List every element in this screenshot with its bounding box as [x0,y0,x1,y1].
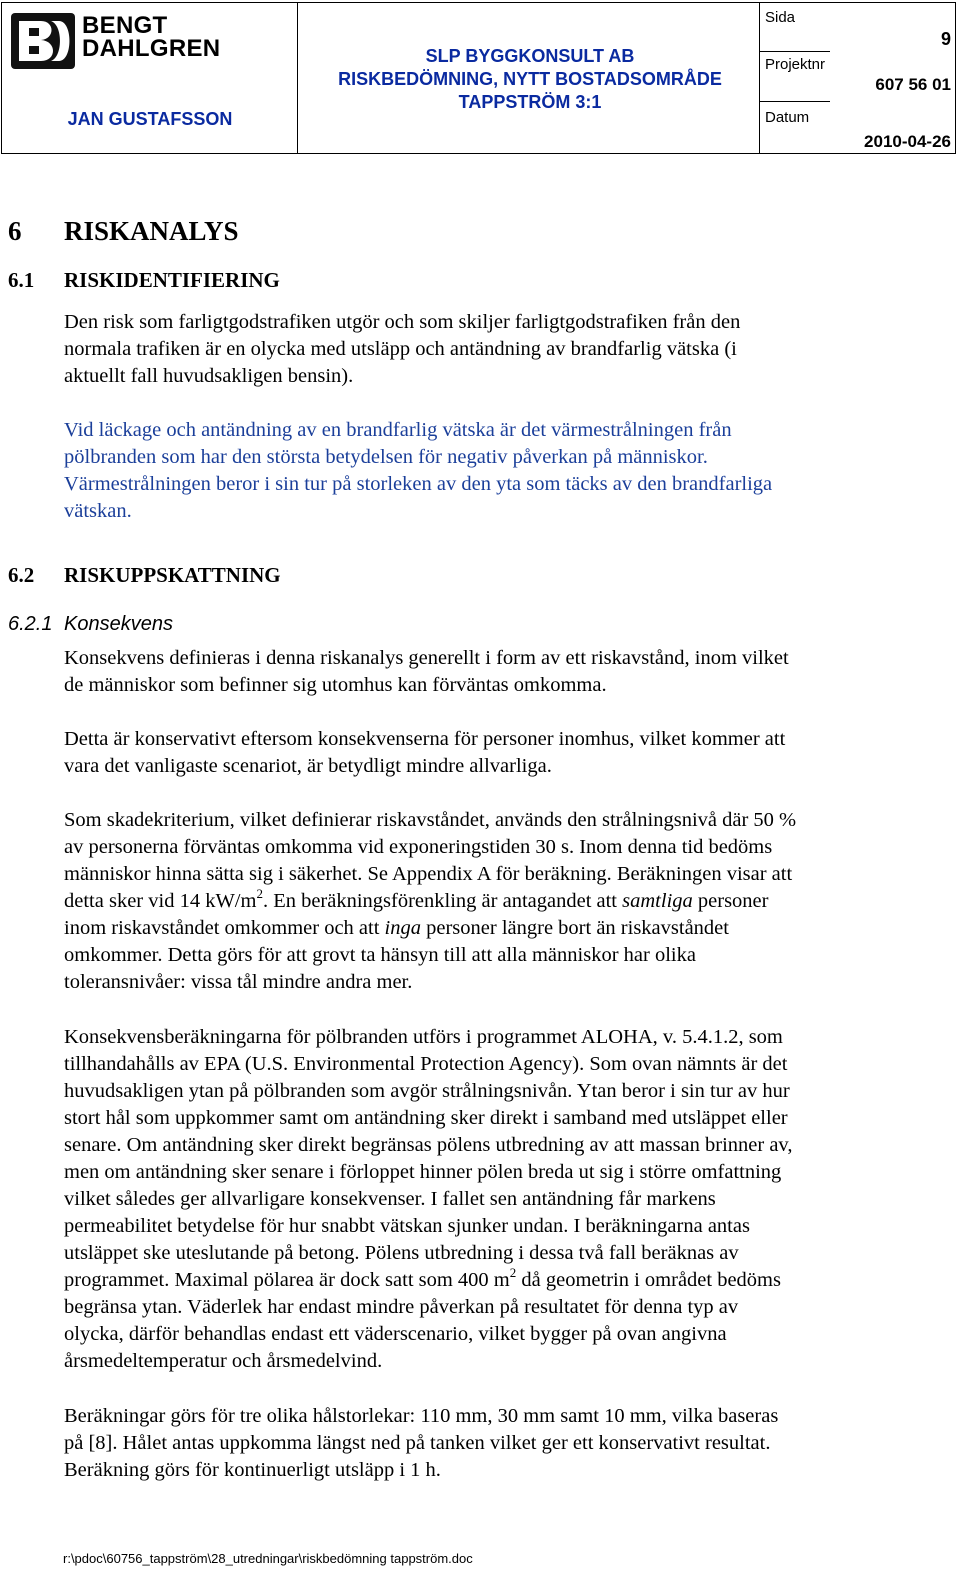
paragraph-conservative: Detta är konservativt eftersom konsekvenserna för personer inomhus, vilket kommer att vara det vanligaste scenariot, är betydligt mindre allvarliga. [64,728,786,777]
document-date: 2010-04-26 [864,132,951,151]
paragraph-hole-sizes: Beräkningar görs för tre olika hålstorlekar: 110 mm, 30 mm samt 10 mm, vilka baseras på [8]. Hålet antas uppkomma längst ned på tanken vilket ger ett konservativt resultat. Beräkning görs för kontinuerligt utsläpp i 1 h. [64,1405,779,1481]
paragraph-aloha-calculation: Konsekvensberäkningarna för pölbranden utförs i programmet ALOHA, v. 5.4.1.2, som tillhandahålls av EPA (U.S. Environmental Protection Agency). Som ovan nämnts är det huvudsakligen ytan på pölbranden som avgör strålningsnivån. Ytan beror i sin tur av hur stort hål som uppkommer samt om antändning sker direkt i samband med utsläppet eller senare. Om antändning sker direkt begränsas pölens utbredning av att massan brinner av, men om antändning sker senare i förloppet hinner pölen breda ut sig i större omfattning vilket således ger allvarligare konsekvenser. I fallet sen antändning får markens permeabilitet betydelse för hur snabbt vätskan sjunker undan. I beräkningarna antas utsläppet ske uteslutande på betong. Pölens utbredning i dessa två fall beräknas av programmet. Maximal pölarea är dock satt som 400 $m^2$ då geometrin i området bedöms begränsa ytan. Väderlek har endast mindre påverkan på resultatet för denna typ av olycka, därför behandlas endast ett väderscenario, vilket bygger på ovan angivna årsmedeltemperatur och årsmedelvind. [64,1026,793,1372]
page-label: Sida [765,9,796,26]
company-logo [11,13,75,69]
paragraph-heat-radiation: Vid läckage och antändning av en brandfarlig vätska är det värmestrålningen från pölbranden som har den största betydelsen för negativ påverkan på människor. Värmestrålningen beror i sin tur på storleken av den yta som täcks av den brandfarliga vätskan. [64,419,773,522]
header-rule [760,51,830,52]
file-path-footer: r:\pdoc\60756_tappström\28_utredningar\riskbedömning tappström.doc [63,1551,473,1566]
project-number: 607 56 01 [875,75,951,94]
author-name: JAN GUSTAFSSON [67,109,233,129]
project-title-block [299,45,761,114]
project-title: RISKBEDÖMNING, NYTT BOSTADSOMRÅDE [338,69,722,89]
header-rule [760,101,830,102]
document-header [1,2,956,154]
paragraph-risk-identification: Den risk som farligtgodstrafiken utgör och som skiljer farligtgodstrafiken från den normala trafiken är en olycka med utsläpp och antändning av brandfarlig vätska (i aktuellt fall huvudsakligen bensin). [64,311,741,387]
project-number-label: Projektnr [765,56,826,73]
project-location: TAPPSTRÖM 3:1 [458,92,602,112]
paragraph-damage-criterion: Som skadekriterium, vilket definierar riskavståndet, används den strålningsnivå där 50 % av personerna förväntas omkomma vid exponeringstiden 30 s. Inom denna tid bedöms människor hinna sätta sig i säkerhet. Se Appendix A för beräkning. Beräkningen visar att detta sker vid 14 $kW/m^2$. En beräkningsförenkling är antagandet att samtliga personer inom riskavståndet omkommer och att inga personer längre bort än riskavståndet omkommer. Detta görs för att grovt ta hänsyn till att alla människor har olika toleransnivåer: vissa tål mindre andra mer. [64,809,797,993]
company-name: BENGT DAHLGREN [82,12,221,62]
date-label: Datum [765,109,810,126]
page-number: 9 [940,29,951,49]
subsubsection-heading-6-2-1: 6.2.1 Konsekvens [8,613,173,635]
client-name: SLP BYGGKONSULT AB [425,46,635,66]
subsection-heading-6-2: 6.2 RISKUPPSKATTNING [8,563,281,587]
paragraph-consequence-definition: Konsekvens definieras i denna riskanalys generellt i form av ett riskavstånd, inom vilket de människor som befinner sig utomhus kan förväntas omkomma. [64,647,789,696]
section-heading: 6 RISKANALYS [8,216,239,246]
subsection-heading-6-1: 6.1 RISKIDENTIFIERING [8,268,280,292]
header-divider [297,3,298,153]
